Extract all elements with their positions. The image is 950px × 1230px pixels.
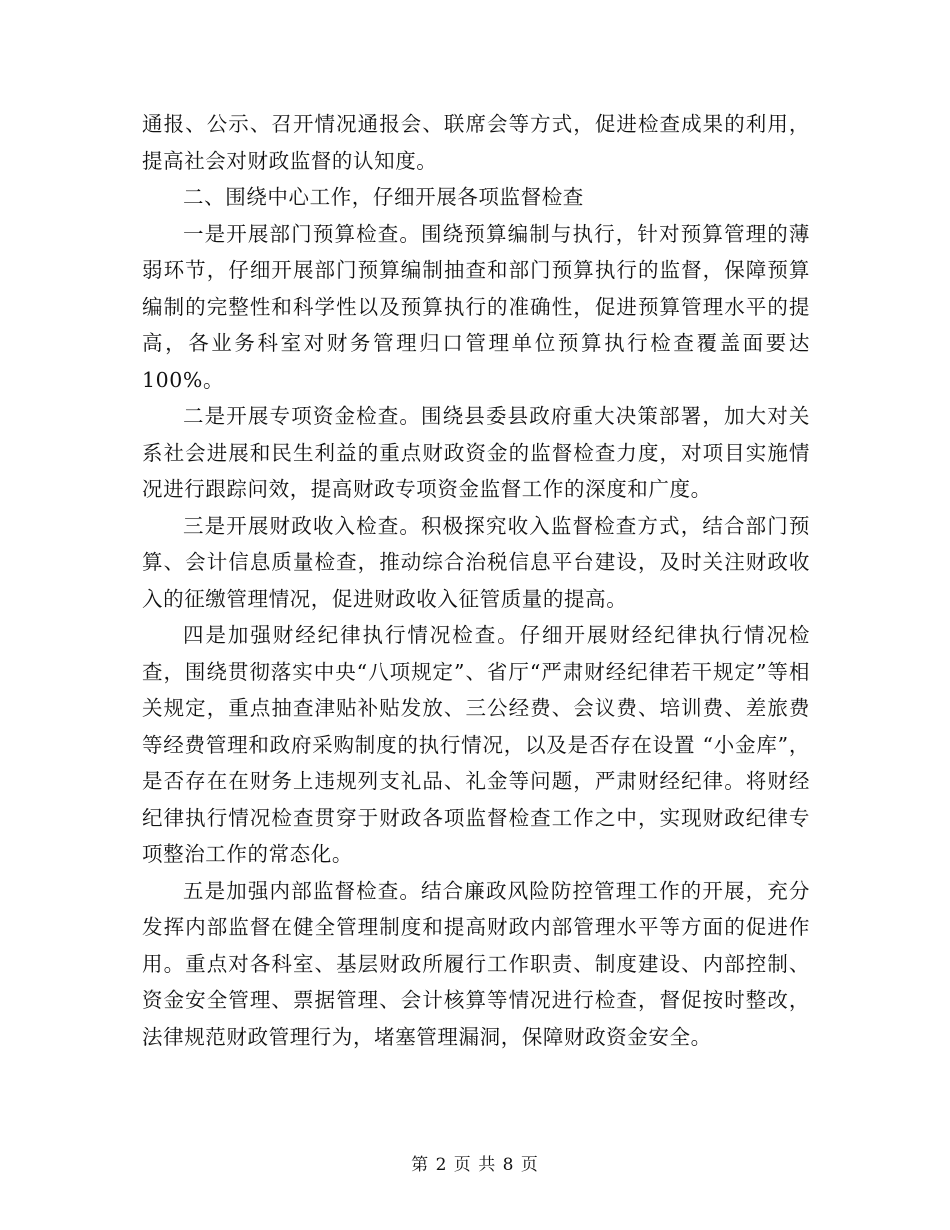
page-footer [0, 1150, 950, 1175]
paragraph-internal-supervision: 五是加强内部监督检查。结合廉政风险防控管理工作的开展，充分发挥内部监督在健全管理制度和提高财政内部管理水平等方面的促进作用。重点对各科室、基层财政所履行工作职责、制度建设、内部控制、资金安全管理、票据管理、会计核算等情况进行检查，督促按时整改，法律规范财政管理行为，堵塞管理漏洞，保障财政资金安全。 [142, 878, 810, 1049]
paragraph-discipline-check: 四是加强财经纪律执行情况检查。仔细开展财经纪律执行情况检查，围绕贯彻落实中央“八项规定”、省厅“严肃财经纪律若干规定”等相关规定，重点抽查津贴补贴发放、三公经费、会议费、培训费、差旅费等经费管理和政府采购制度的执行情况，以及是否存在设置 “小金库”，是否存在在财务上违规列支礼品、礼金等问题，严肃财经纪律。将财经纪律执行情况检查贯穿于财政各项监督检查工作之中，实现财政纪律专项整治工作的常态化。 [142, 623, 810, 866]
paragraph-special-funds-check: 二是开展专项资金检查。围绕县委县政府重大决策部署，加大对关系社会进展和民生利益的重点财政资金的监督检查力度，对项目实施情况进行跟踪问效，提高财政专项资金监督工作的深度和广度。 [142, 404, 810, 501]
paragraph-continuation: 通报、公示、召开情况通报会、联席会等方式，促进检查成果的利用，提高社会对财政监督的认知度。 [142, 112, 810, 173]
paragraph-budget-check: 一是开展部门预算检查。围绕预算编制与执行，针对预算管理的薄弱环节，仔细开展部门预算编制抽查和部门预算执行的监督，保障预算编制的完整性和科学性以及预算执行的准确性，促进预算管理水平的提高，各业务科室对财务管理归口管理单位预算执行检查覆盖面要达100%。 [142, 221, 810, 392]
document-body [142, 106, 810, 1055]
paragraph-revenue-check: 三是开展财政收入检查。积极探究收入监督检查方式，结合部门预算、会计信息质量检查，推动综合治税信息平台建设，及时关注财政收入的征缴管理情况，促进财政收入征管质量的提高。 [142, 513, 810, 611]
section-heading: 二、围绕中心工作，仔细开展各项监督检查 [183, 185, 584, 209]
page-number: 第 2 页 共 8 页 [411, 1155, 539, 1175]
